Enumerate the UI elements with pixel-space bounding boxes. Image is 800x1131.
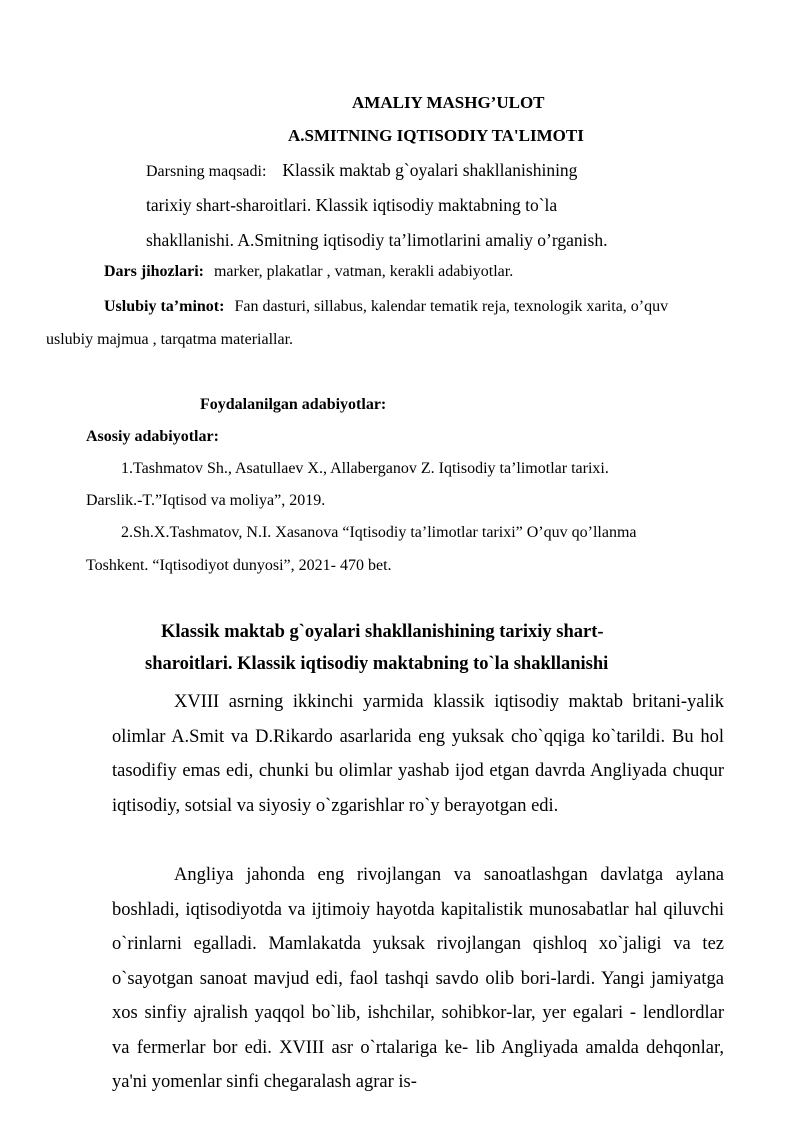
- section-title-line-1: Klassik maktab g`oyalari shakllanishining tarixiy shart-: [161, 622, 604, 642]
- body-paragraph-2: Angliya jahonda eng rivojlangan va sanoatlashgan davlatga aylana boshladi, iqtisodiyotda va ijtimoiy hayotda kapitalistik munosabatlar hal qiluvchi o`rinlarni egalladi. Mamlakatda yuksak rivojlangan qishloq xo`jaligi va tez o`sayotgan sanoat mavjud edi, faol tashqi savdo olib bori-lardi. Yangi jamiyatga xos sinfiy ajralish yaqqol bo`lib, ishchilar, sohibkor-lar, yer egalari - lendlordlar va fermerlar bor edi. XVIII asr o`rtalariga ke- lib Angliyada amalda dehqonlar, ya'ni yomenlar sinfi chegaralash agrar is-: [112, 865, 724, 1092]
- page-title: AMALIY MASHG’ULOT: [352, 93, 545, 112]
- equipment-label: Dars jihozlari:: [104, 263, 204, 280]
- method-line-1: [104, 298, 668, 316]
- body-paragraph-1: XVIII asrning ikkinchi yarmida klassik iqtisodiy maktab britani-yalik olimlar A.Smit va D.Rikardo asarlarida eng yuksak cho`qqiga ko`tarildi. Bu hol tasodifiy emas edi, chunki bu olimlar yashab ijod etgan davrda Angliyada chuqur iqtisodiy, sotsial va siyosiy o`zgarishlar ro`y berayotgan edi.: [112, 692, 724, 816]
- method-text-1: Fan dasturi, sillabus, kalendar tematik reja, texnologik xarita, o’quv: [234, 298, 669, 315]
- reference-2-line-2: Toshkent. “Iqtisodiyot dunyosi”, 2021- 470 bet.: [86, 557, 392, 574]
- goal-text-2: tarixiy shart-sharoitlari. Klassik iqtisodiy maktabning to`la: [146, 195, 558, 215]
- page-subtitle: A.SMITNING IQTISODIY TA'LIMOTI: [288, 126, 584, 145]
- goal-text-3: shakllanishi. A.Smitning iqtisodiy ta’limotlarini amaliy o’rganish.: [146, 230, 608, 250]
- goal-text-1: Klassik maktab g`oyalari shakllanishining: [282, 160, 578, 180]
- reference-1-line-1: 1.Tashmatov Sh., Asatullaev X., Allaberganov Z. Iqtisodiy ta’limotlar tarixi.: [121, 460, 609, 477]
- reference-2-line-1: 2.Sh.X.Tashmatov, N.I. Xasanova “Iqtisodiy ta’limotlar tarixi” O’quv qo’llanma: [121, 524, 637, 541]
- references-heading: Foydalanilgan adabiyotlar:: [200, 396, 387, 413]
- goal-line-1: [146, 160, 577, 181]
- equipment-text: marker, plakatlar , vatman, kerakli adabiyotlar.: [213, 263, 514, 280]
- equipment-line: [104, 263, 513, 281]
- goal-label: Darsning maqsadi:: [146, 163, 267, 180]
- reference-1-line-2: Darslik.-T.”Iqtisod va moliya”, 2019.: [86, 492, 326, 509]
- references-subheading: Asosiy adabiyotlar:: [86, 428, 219, 445]
- method-label: Uslubiy ta’minot:: [104, 298, 225, 315]
- section-title-line-2: sharoitlari. Klassik iqtisodiy maktabning to`la shakllanishi: [145, 654, 609, 674]
- method-text-2: uslubiy majmua , tarqatma materiallar.: [46, 331, 294, 348]
